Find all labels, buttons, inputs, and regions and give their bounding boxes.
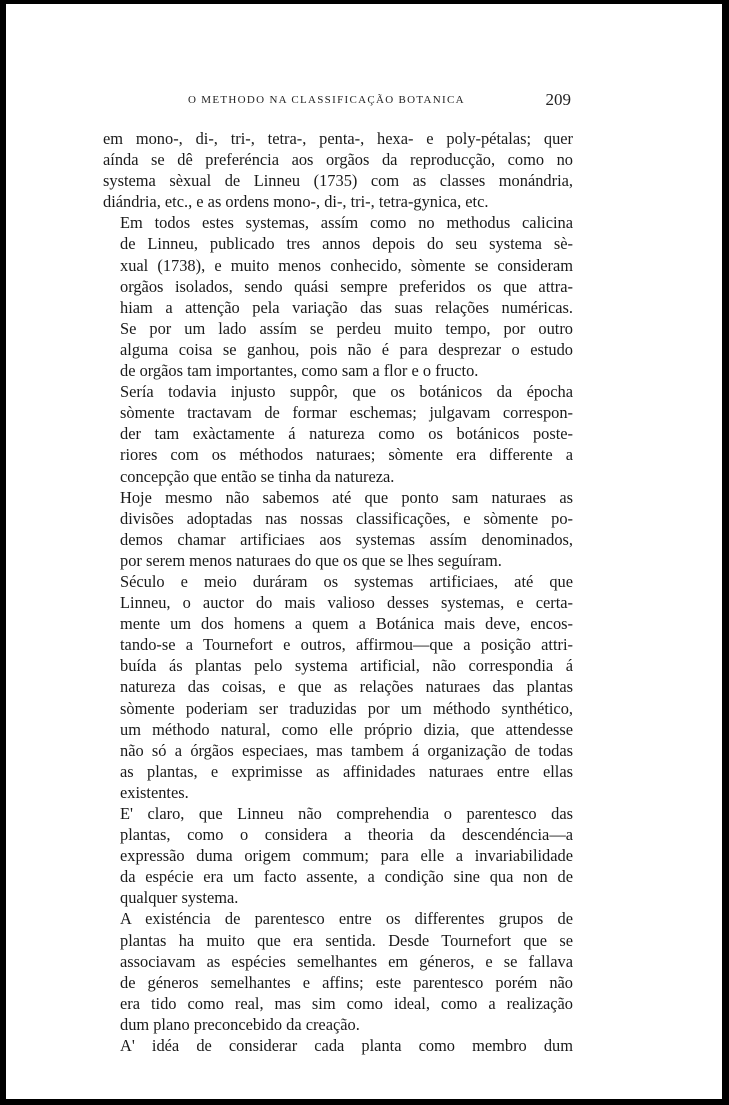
- paragraph: [103, 803, 573, 908]
- text-line: por serem menos naturaes do que os que se lhes seguíram.: [120, 550, 502, 570]
- text-line: A' idéa de considerar cada planta como membro dum: [120, 1036, 573, 1056]
- text-line: dum plano preconcebido da creação.: [120, 1014, 360, 1034]
- text-line: A existéncia de parentesco entre os differentes grupos de: [120, 909, 573, 929]
- text-line: Em todos estes systemas, assím como no methodus calicina: [120, 213, 573, 233]
- text-line: buída ás plantas pelo systema artificial, não correspondia á: [120, 656, 573, 676]
- text-line: de Linneu, publicado tres annos depois do seu systema sè-: [120, 234, 573, 254]
- paragraph: [103, 571, 573, 803]
- text-line: orgãos isolados, sendo quási sempre preferidos os que attra-: [120, 276, 573, 296]
- book-page: [103, 90, 573, 1056]
- paragraph: [103, 381, 573, 486]
- text-line: plantas, como o considera a theoria da descendéncia—a: [120, 825, 573, 845]
- text-line: qualquer systema.: [120, 888, 239, 908]
- text-line: der tam exàctamente á natureza como os botánicos poste-: [120, 424, 573, 444]
- text-line: mente um dos homens a quem a Botánica mais deve, encos-: [120, 614, 573, 634]
- text-line: xual (1738), e muito menos conhecido, sòmente se consideram: [120, 255, 573, 275]
- text-line: diándria, etc., e as ordens mono-, di-, tri-, tetra-gynica, etc.: [103, 192, 489, 212]
- text-line: não só a órgãos especiaes, mas tambem á organização de todas: [120, 740, 573, 760]
- text-line: de géneros semelhantes e affins; este parentesco porém não: [120, 972, 573, 992]
- text-line: hiam a attenção pela variação das suas relações numéricas.: [120, 297, 573, 317]
- text-line: riores com os méthodos naturaes; sòmente era differente a: [120, 445, 573, 465]
- text-line: systema sèxual de Linneu (1735) com as classes monándria,: [103, 171, 573, 191]
- text-line: demos chamar artificiaes aos systemas assím denominados,: [120, 529, 573, 549]
- text-line: concepção que então se tinha da natureza.: [120, 466, 395, 486]
- text-line: as plantas, e exprimisse as affinidades naturaes entre ellas: [120, 761, 573, 781]
- page-number: 209: [545, 90, 571, 109]
- text-line: de orgãos tam importantes, como sam a flor e o fructo.: [120, 361, 479, 381]
- text-line: aínda se dê preferéncia aos orgãos da reproducção, como no: [103, 150, 573, 170]
- text-line: Sería todavia injusto suppôr, que os botánicos da épocha: [120, 382, 573, 402]
- paragraph: [103, 487, 573, 571]
- running-header: [103, 90, 573, 114]
- text-line: em mono-, di-, tri-, tetra-, penta-, hexa- e poly-pétalas; quer: [103, 129, 573, 148]
- text-line: associavam as espécies semelhantes em géneros, e se fallava: [120, 951, 573, 971]
- paragraph: [103, 1035, 573, 1056]
- text-line: divisões adoptadas nas nossas classificações, e sòmente po-: [120, 508, 573, 528]
- body-text: [103, 128, 573, 1056]
- text-line: tando-se a Tournefort e outros, affirmou—que a posição attri-: [120, 635, 573, 655]
- text-line: sòmente tractavam de formar eschemas; julgavam correspon-: [120, 403, 573, 423]
- text-line: da espécie era um facto assente, a condição sine qua non de: [120, 867, 573, 887]
- text-line: Se por um lado assím se perdeu muito tempo, por outro: [120, 318, 573, 338]
- text-line: alguma coisa se ganhou, pois não é para desprezar o estudo: [120, 339, 573, 359]
- text-line: plantas ha muito que era sentida. Desde Tournefort que se: [120, 930, 573, 950]
- running-title: O METHODO NA CLASSIFICAÇÃO BOTANICA: [188, 94, 465, 106]
- text-line: E' claro, que Linneu não comprehendia o parentesco das: [120, 804, 573, 823]
- text-line: natureza das coisas, e que as relações naturaes das plantas: [120, 677, 573, 697]
- text-line: Hoje mesmo não sabemos até que ponto sam naturaes as: [120, 487, 573, 507]
- text-line: Linneu, o auctor do mais valioso desses systemas, e certa-: [120, 593, 573, 613]
- paragraph: [103, 212, 573, 381]
- text-line: existentes.: [120, 782, 189, 802]
- text-line: sòmente poderiam ser traduzidas por um méthodo synthético,: [120, 698, 573, 718]
- paragraph: [103, 128, 573, 212]
- text-line: um méthodo natural, como elle próprio dizia, que attendesse: [120, 719, 573, 739]
- text-line: Século e meio duráram os systemas artificiaes, até que: [120, 571, 573, 591]
- text-line: expressão duma origem commum; para elle a invariabilidade: [120, 846, 573, 866]
- text-line: era tido como real, mas sim como ideal, como a realização: [120, 993, 573, 1013]
- paragraph: [103, 908, 573, 1035]
